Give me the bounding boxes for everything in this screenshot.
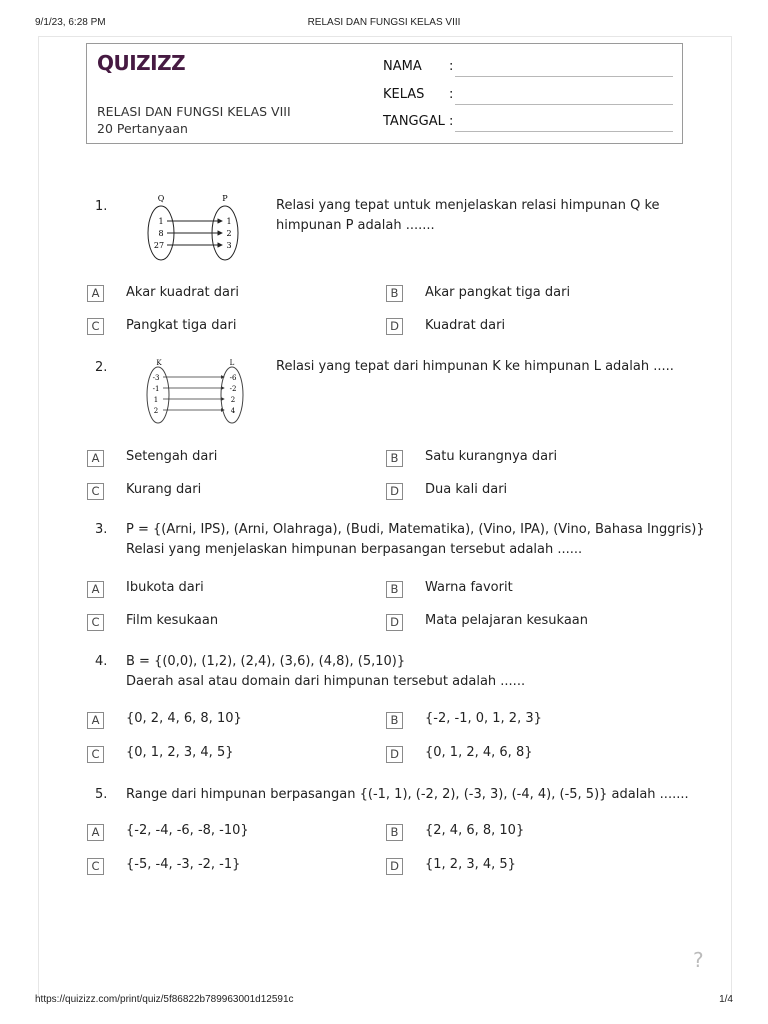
quiz-title: RELASI DAN FUNGSI KELAS VIII [97,104,291,119]
option-text[interactable]: {-5, -4, -3, -2, -1} [126,857,241,872]
field-nama [383,59,673,79]
field-line[interactable] [455,76,673,77]
option-text[interactable]: {0, 1, 2, 4, 6, 8} [425,745,533,760]
diagram-element: -2 [229,385,237,393]
option-text[interactable]: Film kesukaan [126,613,219,628]
diagram-element: -1 [152,385,160,393]
option-letter-c[interactable]: C [87,614,104,631]
diagram-element: 8 [158,229,164,238]
question-2-number: 2. [95,360,108,375]
quizizz-logo: QUIZIZZ [97,51,186,75]
option-letter-d[interactable]: D [386,746,403,763]
option-letter-b[interactable]: B [386,581,403,598]
option-letter-a[interactable]: A [87,285,104,302]
option-letter-a[interactable]: A [87,712,104,729]
option-letter-a[interactable]: A [87,450,104,467]
diagram-element: 1 [226,217,232,226]
option-letter-d[interactable]: D [386,614,403,631]
question-4-number: 4. [95,654,108,669]
option-letter-b[interactable]: B [386,712,403,729]
option-letter-a[interactable]: A [87,581,104,598]
field-label: TANGGAL [383,114,445,129]
option-text[interactable]: {2, 4, 6, 8, 10} [425,823,525,838]
field-colon: : [449,114,454,129]
option-letter-b[interactable]: B [386,285,403,302]
question-4-text: Daerah asal atau domain dari himpunan tersebut adalah ...... [126,674,526,689]
option-letter-c[interactable]: C [87,483,104,500]
diagram-set-label: P [222,194,228,203]
option-text[interactable]: Akar pangkat tiga dari [425,285,571,300]
page-number: 1/4 [719,994,733,1005]
print-footer [0,994,768,1014]
option-text[interactable]: Kurang dari [126,482,202,497]
diagram-element: 4 [230,407,236,415]
question-3-set: P = {(Arni, IPS), (Arni, Olahraga), (Budi, Matematika), (Vino, IPA), (Vino, Bahasa Inggris)} [126,522,705,537]
option-letter-d[interactable]: D [386,483,403,500]
field-tanggal [383,114,673,134]
question-1-number: 1. [95,199,108,214]
diagram-element: -3 [152,374,160,382]
option-text[interactable]: Ibukota dari [126,580,204,595]
diagram-element: 2 [230,396,236,404]
quiz-header-box [86,43,683,144]
diagram-element: 27 [153,241,165,250]
diagram-element: 2 [226,229,232,238]
print-header [0,0,768,30]
option-text[interactable]: Pangkat tiga dari [126,318,237,333]
question-2-arrow-diagram [140,357,252,429]
option-text[interactable]: Satu kurangnya dari [425,449,558,464]
option-text[interactable]: {0, 2, 4, 6, 8, 10} [126,711,242,726]
question-5-text: Range dari himpunan berpasangan {(-1, 1), (-2, 2), (-3, 3), (-4, 4), (-5, 5)} adalah ....... [126,787,689,802]
diagram-element: 3 [226,241,232,250]
diagram-element: 1 [153,396,159,404]
print-date: 9/1/23, 6:28 PM [35,17,106,28]
quiz-sheet [38,36,732,997]
question-1-arrow-diagram [128,193,260,265]
option-letter-b[interactable]: B [386,450,403,467]
question-2-text: Relasi yang tepat dari himpunan K ke himpunan L adalah ..... [276,359,674,374]
diagram-element: 2 [153,407,159,415]
option-text[interactable]: {-2, -4, -6, -8, -10} [126,823,249,838]
option-letter-d[interactable]: D [386,318,403,335]
question-3-number: 3. [95,522,108,537]
field-label: KELAS [383,87,425,102]
question-1-text: Relasi yang tepat untuk menjelaskan relasi himpunan Q ke himpunan P adalah ....... [276,198,660,233]
field-colon: : [449,87,454,102]
field-colon: : [449,59,454,74]
option-letter-c[interactable]: C [87,746,104,763]
field-label: NAMA [383,59,422,74]
option-letter-c[interactable]: C [87,318,104,335]
option-text[interactable]: {0, 1, 2, 3, 4, 5} [126,745,234,760]
question-4-set: B = {(0,0), (1,2), (2,4), (3,6), (4,8), (5,10)} [126,654,406,669]
option-text[interactable]: {-2, -1, 0, 1, 2, 3} [425,711,542,726]
diagram-set-label: Q [157,194,165,203]
option-text[interactable]: Setengah dari [126,449,218,464]
field-line[interactable] [455,131,673,132]
field-line[interactable] [455,104,673,105]
help-icon[interactable]: ? [693,948,704,972]
option-letter-c[interactable]: C [87,858,104,875]
option-text[interactable]: Kuadrat dari [425,318,506,333]
field-kelas [383,87,673,107]
option-text[interactable]: Mata pelajaran kesukaan [425,613,589,628]
diagram-element: -6 [229,374,237,382]
option-text[interactable]: Warna favorit [425,580,513,595]
option-letter-a[interactable]: A [87,824,104,841]
option-letter-b[interactable]: B [386,824,403,841]
option-text[interactable]: {1, 2, 3, 4, 5} [425,857,516,872]
question-5-number: 5. [95,787,108,802]
option-letter-d[interactable]: D [386,858,403,875]
print-url: https://quizizz.com/print/quiz/5f86822b789963001d12591c [35,994,294,1005]
question-count: 20 Pertanyaan [97,121,188,136]
option-text[interactable]: Akar kuadrat dari [126,285,239,300]
print-title: RELASI DAN FUNGSI KELAS VIII [307,17,461,28]
question-3-text: Relasi yang menjelaskan himpunan berpasangan tersebut adalah ...... [126,542,583,557]
diagram-set-label: K [156,359,162,367]
option-text[interactable]: Dua kali dari [425,482,508,497]
diagram-set-label: L [229,359,235,367]
diagram-element: 1 [158,217,164,226]
